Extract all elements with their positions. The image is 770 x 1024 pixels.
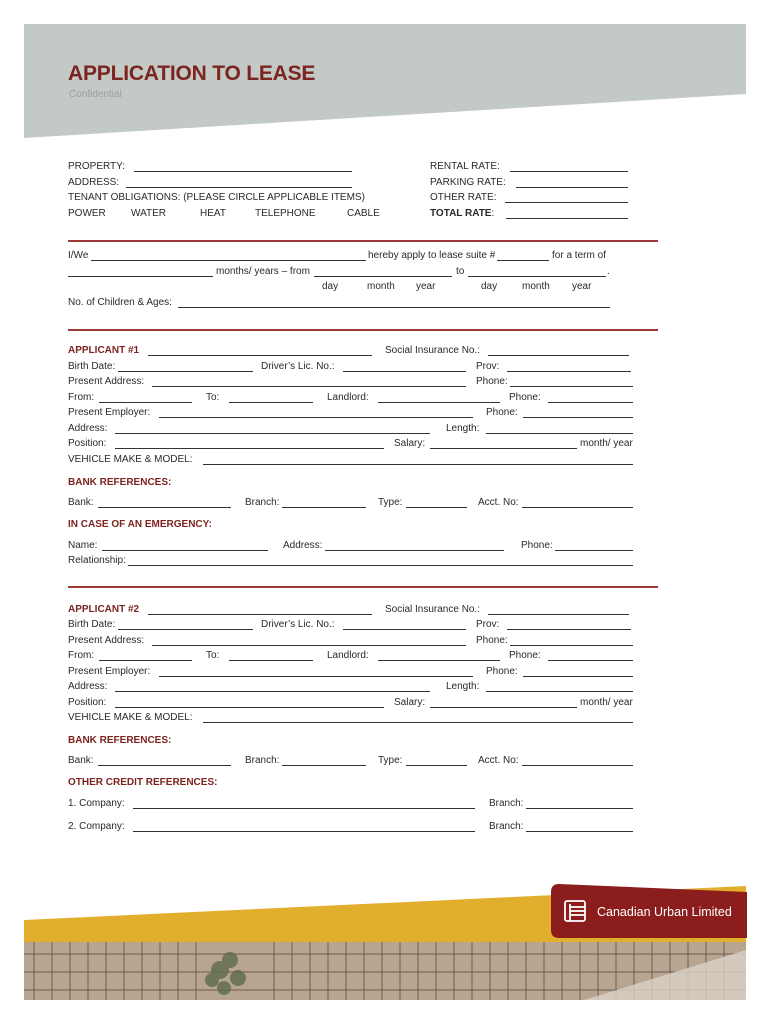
present-address-label: Present Address: — [68, 635, 145, 646]
type-field[interactable] — [406, 765, 467, 766]
position-label: Position: — [68, 697, 107, 708]
company-1-field[interactable] — [133, 808, 475, 809]
salary-field[interactable] — [430, 707, 577, 708]
rental-rate-label: RENTAL RATE: — [430, 161, 500, 172]
emergency-name-field[interactable] — [102, 550, 268, 551]
company-2-branch-field[interactable] — [526, 831, 633, 832]
phone-field[interactable] — [510, 386, 633, 387]
children-label: No. of Children & Ages: — [68, 297, 172, 308]
acct-label: Acct. No: — [478, 497, 519, 508]
total-rate-field[interactable] — [506, 218, 628, 219]
employer-address-field[interactable] — [115, 433, 430, 434]
bank-references-heading: BANK REFERENCES: — [68, 477, 172, 488]
tenant-obligations-label: TENANT OBLIGATIONS: (PLEASE CIRCLE APPLICABLE ITEMS) — [68, 192, 365, 203]
present-address-field[interactable] — [152, 386, 466, 387]
section-divider — [68, 586, 658, 588]
birth-date-field[interactable] — [118, 371, 253, 372]
salary-unit: month/ year — [580, 697, 633, 708]
to-month-hint: month — [522, 281, 550, 292]
employer-address-label: Address: — [68, 681, 108, 692]
company-1-label: 1. Company: — [68, 798, 125, 809]
parking-rate-field[interactable] — [516, 187, 628, 188]
utility-heat[interactable]: HEAT — [200, 208, 226, 219]
relationship-field[interactable] — [128, 565, 633, 566]
prov-label: Prov: — [476, 361, 500, 372]
acct-field[interactable] — [522, 507, 633, 508]
utility-power[interactable]: POWER — [68, 208, 106, 219]
address-label: ADDRESS: — [68, 177, 120, 188]
vehicle-label: VEHICLE MAKE & MODEL: — [68, 454, 193, 465]
property-label: PROPERTY: — [68, 161, 126, 172]
type-label: Type: — [378, 497, 403, 508]
salary-field[interactable] — [430, 448, 577, 449]
branch-label: Branch: — [245, 497, 280, 508]
acct-label: Acct. No: — [478, 755, 519, 766]
applicant-names-field[interactable] — [91, 260, 366, 261]
birth-date-field[interactable] — [118, 629, 253, 630]
branch-label: Branch: — [245, 755, 280, 766]
address-field[interactable] — [126, 187, 352, 188]
length-label: Length: — [446, 423, 480, 434]
social-field[interactable] — [488, 614, 629, 615]
landlord-phone-field[interactable] — [548, 402, 633, 403]
employer-phone-field[interactable] — [523, 676, 633, 677]
landlord-phone-field[interactable] — [548, 660, 633, 661]
company-2-branch-label: Branch: — [489, 821, 524, 832]
acct-field[interactable] — [522, 765, 633, 766]
other-rate-field[interactable] — [505, 202, 628, 203]
position-field[interactable] — [115, 707, 384, 708]
type-field[interactable] — [406, 507, 467, 508]
total-rate-colon: : — [491, 208, 495, 219]
company-1-branch-field[interactable] — [526, 808, 633, 809]
rental-rate-field[interactable] — [510, 171, 628, 172]
branch-field[interactable] — [282, 507, 366, 508]
present-address-label: Present Address: — [68, 376, 145, 387]
to-field[interactable] — [229, 402, 313, 403]
emergency-phone-field[interactable] — [555, 550, 633, 551]
drivers-lic-field[interactable] — [343, 371, 466, 372]
to-year-hint: year — [572, 281, 592, 292]
bank-field[interactable] — [98, 765, 231, 766]
period: . — [607, 266, 610, 277]
birth-date-label: Birth Date: — [68, 361, 116, 372]
emergency-address-label: Address: — [283, 540, 323, 551]
landlord-label: Landlord: — [327, 650, 369, 661]
from-field[interactable] — [99, 402, 192, 403]
company-1-branch-label: Branch: — [489, 798, 524, 809]
vehicle-label: VEHICLE MAKE & MODEL: — [68, 712, 193, 723]
applicant-1-heading: APPLICANT #1 — [68, 345, 140, 356]
bank-label: Bank: — [68, 755, 94, 766]
salary-label: Salary: — [394, 438, 426, 449]
applicant-2-name-field[interactable] — [148, 614, 372, 615]
other-rate-label: OTHER RATE: — [430, 192, 497, 203]
landlord-label: Landlord: — [327, 392, 369, 403]
employer-label: Present Employer: — [68, 666, 151, 677]
apply-suite-label: hereby apply to lease suite # — [368, 250, 496, 261]
company-2-label: 2. Company: — [68, 821, 125, 832]
type-label: Type: — [378, 755, 403, 766]
present-address-field[interactable] — [152, 645, 466, 646]
landlord-phone-label: Phone: — [509, 650, 541, 661]
utility-cable[interactable]: CABLE — [347, 208, 380, 219]
phone-label: Phone: — [476, 376, 508, 387]
bank-references-heading: BANK REFERENCES: — [68, 735, 172, 746]
landlord-field[interactable] — [378, 402, 500, 403]
employer-address-field[interactable] — [115, 691, 430, 692]
applicant-2-heading: APPLICANT #2 — [68, 604, 140, 615]
from-month-hint: month — [367, 281, 395, 292]
prov-field[interactable] — [507, 371, 631, 372]
bank-label: Bank: — [68, 497, 94, 508]
length-field[interactable] — [486, 433, 633, 434]
branch-field[interactable] — [282, 765, 366, 766]
months-years-from-label: months/ years – from — [216, 266, 310, 277]
section-divider — [68, 240, 658, 242]
from-label: From: — [68, 650, 95, 661]
property-field[interactable] — [134, 171, 352, 172]
employer-phone-label: Phone: — [486, 407, 518, 418]
parking-rate-label: PARKING RATE: — [430, 177, 506, 188]
company-2-field[interactable] — [133, 831, 475, 832]
social-label: Social Insurance No.: — [385, 604, 481, 615]
applicant-1-name-field[interactable] — [148, 355, 372, 356]
term-length-field[interactable] — [68, 276, 213, 277]
phone-label: Phone: — [476, 635, 508, 646]
page-title: APPLICATION TO LEASE — [68, 62, 316, 85]
emergency-address-field[interactable] — [325, 550, 504, 551]
credit-references-heading: OTHER CREDIT REFERENCES: — [68, 777, 218, 788]
prov-label: Prov: — [476, 619, 500, 630]
employer-address-label: Address: — [68, 423, 108, 434]
vehicle-field[interactable] — [203, 464, 633, 465]
to-label: To: — [206, 650, 220, 661]
to-day-hint: day — [481, 281, 498, 292]
to-date-field[interactable] — [468, 276, 606, 277]
utility-water[interactable]: WATER — [131, 208, 166, 219]
emergency-name-label: Name: — [68, 540, 98, 551]
emergency-phone-label: Phone: — [521, 540, 553, 551]
employer-field[interactable] — [159, 417, 473, 418]
from-date-field[interactable] — [314, 276, 452, 277]
term-label: for a term of — [552, 250, 606, 261]
to-field[interactable] — [229, 660, 313, 661]
prov-field[interactable] — [507, 629, 631, 630]
phone-field[interactable] — [510, 645, 633, 646]
employer-phone-field[interactable] — [523, 417, 633, 418]
children-field[interactable] — [178, 307, 610, 308]
employer-field[interactable] — [159, 676, 473, 677]
bank-field[interactable] — [98, 507, 231, 508]
length-label: Length: — [446, 681, 480, 692]
drivers-lic-field[interactable] — [343, 629, 466, 630]
total-rate-text: TOTAL RATE — [430, 208, 492, 219]
relationship-label: Relationship: — [68, 555, 126, 566]
length-field[interactable] — [486, 691, 633, 692]
salary-unit: month/ year — [580, 438, 633, 449]
from-day-hint: day — [322, 281, 339, 292]
salary-label: Salary: — [394, 697, 426, 708]
to-label: to — [456, 266, 465, 277]
iwe-label: I/We — [68, 250, 89, 261]
position-label: Position: — [68, 438, 107, 449]
employer-label: Present Employer: — [68, 407, 151, 418]
logo-text: Canadian Urban Limited — [597, 905, 732, 919]
from-field[interactable] — [99, 660, 192, 661]
section-divider — [68, 329, 658, 331]
birth-date-label: Birth Date: — [68, 619, 116, 630]
utility-telephone[interactable]: TELEPHONE — [255, 208, 316, 219]
drivers-lic-label: Driver’s Lic. No.: — [261, 361, 335, 372]
lease-form-page — [24, 24, 746, 1000]
to-label: To: — [206, 392, 220, 403]
drivers-lic-label: Driver’s Lic. No.: — [261, 619, 335, 630]
from-label: From: — [68, 392, 95, 403]
landlord-phone-label: Phone: — [509, 392, 541, 403]
confidential-label: Confidential — [69, 89, 122, 100]
from-year-hint: year — [416, 281, 436, 292]
employer-phone-label: Phone: — [486, 666, 518, 677]
social-field[interactable] — [488, 355, 629, 356]
emergency-heading: IN CASE OF AN EMERGENCY: — [68, 519, 212, 530]
position-field[interactable] — [115, 448, 384, 449]
vehicle-field[interactable] — [203, 722, 633, 723]
total-rate-label — [430, 208, 494, 220]
landlord-field[interactable] — [378, 660, 500, 661]
suite-number-field[interactable] — [497, 260, 549, 261]
social-label: Social Insurance No.: — [385, 345, 481, 356]
